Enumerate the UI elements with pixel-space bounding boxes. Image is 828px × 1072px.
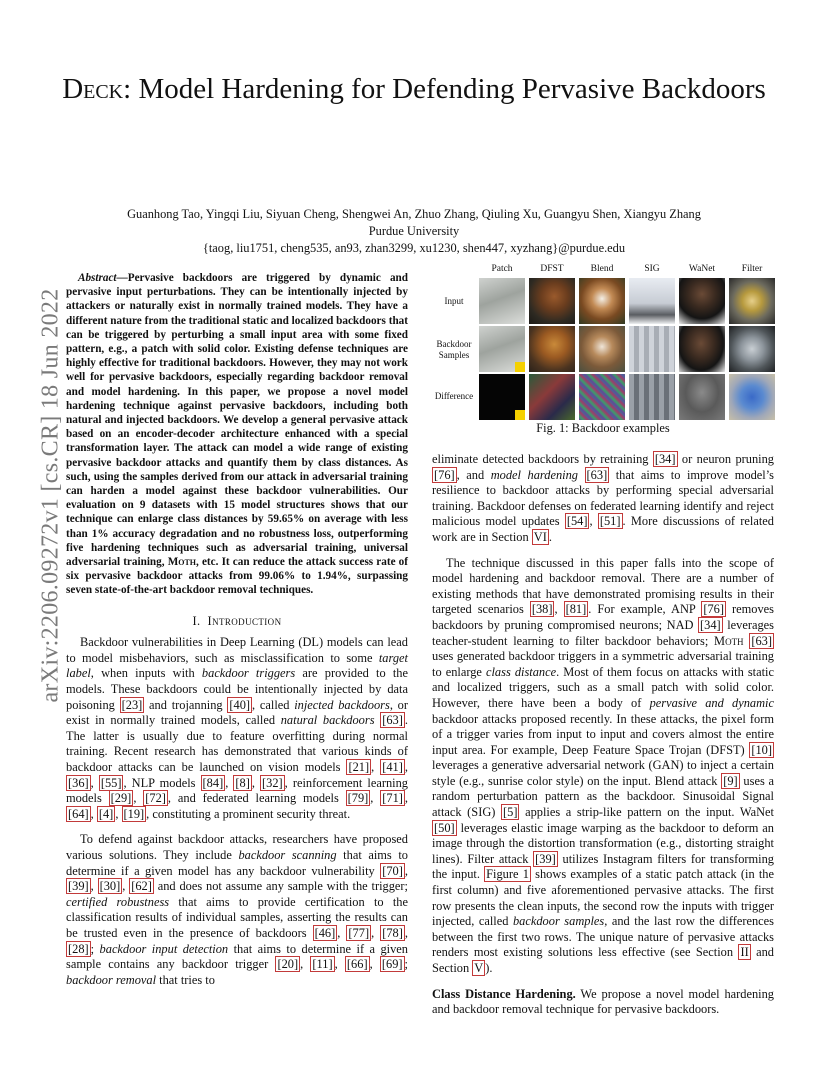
paper-title <box>60 70 768 108</box>
citation-link[interactable]: [64] <box>68 806 89 821</box>
patch-difference-trigger <box>515 410 525 420</box>
figure-caption: Fig. 1: Backdoor examples <box>536 421 670 435</box>
citation-link[interactable]: [51] <box>599 514 621 529</box>
citation-link[interactable]: [21] <box>348 760 370 775</box>
section-link[interactable]: V <box>474 961 484 975</box>
dfst-backdoor-thumbnail <box>529 326 575 372</box>
abstract-moth: Moth <box>167 556 197 569</box>
arxiv-identifier-stamp <box>37 287 65 703</box>
abstract-text-1: —Pervasive backdoors are triggered by dynamic and pervasive input perturbations. They can be intentionally injected by attackers or naturally exist in normally trained models. They have a different nature from the traditional static and localized backdoors that can be triggered by perturbing a small input area with some fixed pattern, e.g., a patch with solid color. Existing defense techniques are highly effective for traditional backdoors. However, they may not work well for pervasive backdoors, especially regarding backdoor removal and model hardening. In this paper, we propose a novel model hardening technique against pervasive backdoors, including both natural and injected backdoors. We develop a general pervasive attack based on an encoder-decoder architecture enhanced with a special transformation layer. The attack can model a wide range of existing pervasive backdoor attacks and quantify them by class distances. As such, using the samples derived from our attack in adversarial training can harden a model against these backdoor vulnerabilities. Our evaluation on 9 datasets with 15 model structures shows that our technique can enlarge class distances by 59.65% on average with less than 1% accuracy degradation and no robustness loss, outperforming five hardening techniques such as adversarial training, universal adversarial training, <box>66 272 408 569</box>
right-column <box>432 452 774 1028</box>
fig-column-header: DFST <box>540 264 564 274</box>
patch-difference-thumbnail <box>479 374 525 420</box>
abstract-label: Abstract <box>78 272 117 284</box>
citation-link[interactable]: [55] <box>100 775 122 790</box>
citation-link[interactable]: [40] <box>229 697 251 712</box>
sig-difference-thumbnail <box>629 374 675 420</box>
section-heading-introduction <box>66 614 408 630</box>
citation-link[interactable]: [8] <box>235 775 250 790</box>
intro-paragraph-1: Backdoor vulnerabilities in Deep Learning (DL) models can lead to model misbehaviors, such as misclassification to some target label, when inputs with backdoor triggers are provided to the models. These backdoors could be intentionally injected by data poisoning [23] and trojanning [40] , called injected backdoors, or exist in normally trained models, called natural backdoors [63] . The latter is usually due to feature overfitting during normal training. Recent research has demonstrated that various kinds of backdoor attacks can be launched on vision models [21] , [41] , [36] , [55] , NLP models [84] , [8] , [32] , reinforcement learning models [29] , [72] , and federated learning models [79] , [71] , [64] , [4] , [19] , constituting a prominent security threat. <box>66 635 409 821</box>
fig-row-label: Difference <box>434 391 474 401</box>
intro-paragraph-2: To defend against backdoor attacks, researchers have proposed various solutions. They include backdoor scanning that aims to determine if a given model has any backdoor vulnerability [70] , [39] , [30] , [62] and does not assume any sample with the trigger; certified robustness that aims to provide certification to the classification results of individual samples, asserting the results can be trusted even in the presence of backdoors [46] , [77] , [78] , [28] ; backdoor input detection that aims to determine if a given sample contains any backdoor trigger [20] , [11] , [66] , [69] ; backdoor removal that tries to <box>66 832 409 987</box>
citation-link[interactable]: [39] <box>68 879 89 894</box>
citation-link[interactable]: [76] <box>434 467 455 482</box>
citation-link[interactable]: [72] <box>145 791 166 806</box>
citation-link[interactable]: [5] <box>503 805 518 820</box>
fig-column-header: Blend <box>590 264 614 274</box>
citation-link[interactable]: [9] <box>723 773 738 788</box>
citation-link[interactable]: [34] <box>700 617 721 632</box>
affiliation: Purdue University <box>368 224 460 238</box>
abstract <box>66 271 408 598</box>
patch-trigger <box>515 362 525 372</box>
abstract-text-2: , etc. It can reduce the attack success rate of six pervasive backdoor attacks from 99.06% to 1.94%, surpassing seven state-of-the-art backdoor removal techniques. <box>66 556 408 597</box>
citation-link[interactable]: [63] <box>751 633 772 648</box>
fig-row-label: Backdoor Samples <box>436 339 472 360</box>
citation-link[interactable]: [81] <box>565 602 587 617</box>
figure-link[interactable]: Figure 1 <box>486 867 529 882</box>
author-block <box>40 206 788 257</box>
sig-backdoor-thumbnail <box>629 326 675 372</box>
arxiv-stamp-text: arXiv:2206.09272v1 [cs.CR] 18 Jun 2022 <box>37 287 64 703</box>
citation-link[interactable]: [71] <box>382 791 403 806</box>
title-rest: : Model Hardening for Defending Pervasive Backdoors <box>123 73 766 105</box>
citation-link[interactable]: [63] <box>586 467 608 482</box>
citation-link[interactable]: [39] <box>535 851 556 866</box>
citation-link[interactable]: [11] <box>312 957 333 972</box>
citation-link[interactable]: [50] <box>434 820 455 835</box>
citation-link[interactable]: [79] <box>347 791 369 806</box>
paragraph-text: We propose a novel model hardening and backdoor removal technique for pervasive backdoors. <box>432 986 774 1017</box>
right-paragraph-3 <box>432 987 774 1018</box>
filter-difference-thumbnail <box>729 374 775 420</box>
citation-link[interactable]: [36] <box>68 775 89 790</box>
citation-link[interactable]: [69] <box>381 957 403 972</box>
right-paragraph-2: The technique discussed in this paper falls into the scope of model hardening and backdoor removal. There are a number of existing methods that have demonstrated promising results in their targeted scenarios [38] , [81] . For example, ANP [76] removes backdoors by pruning compromised neurons; NAD [34] leverages teacher-student learning to filter backdoor behaviors; Moth [63] uses generated backdoor triggers in a symmetric adversarial training to enlarge class distance. Most of them focus on attacks with static and localized triggers, such as a small patch with solid color. However, there have been a body of pervasive and dynamic backdoor attacks proposed recently. In these attacks, the pixel form of a trigger varies from input to input and covers almost the entire input area. For example, Deep Feature Space Trojan (DFST) [10] leverages a generative adversarial network (GAN) to inject a certain style (e.g., sunrise color style) on the input. Blend attack [9] uses a random perturbation pattern as the backdoor. Sinusoidal Signal attack (SIG) [5] applies a strip-like pattern on the input. WaNet [50] leverages elastic image warping as the backdoor to deform an image through the distortion transformation (e.g., distorting straight lines). Filter attack [39] utilizes Instagram filters for transforming the input. Figure 1 shows examples of a static patch attack (in the first column) and five aforementioned pervasive attacks. The first row presents the clean inputs, the second row the inputs with trigger injected, called backdoor samples, and the last row the differences between the first two rows. The unique nature of pervasive attacks renders most existing solutions less effective (see Section II and Section V ). <box>432 555 774 975</box>
section-number: I. <box>192 613 201 628</box>
citation-link[interactable]: [41] <box>382 760 403 775</box>
citation-link[interactable]: [54] <box>566 514 588 529</box>
citation-link[interactable]: [76] <box>703 602 724 617</box>
citation-link[interactable]: [32] <box>262 775 283 790</box>
email-list: {taog, liu1751, cheng535, an93, zhan3299, xu1230, shen447, xyzhang}@purdue.edu <box>202 241 626 255</box>
right-paragraph-1: eliminate detected backdoors by retraining [34] or neuron pruning [76] , and model hardening [63] that aims to improve model’s resilience to backdoor attacks by performing special adversarial training. Backdoor defenses on federated learning identify and reject malicious model updates [54] , [51] . More discussions of related work are in Section VI . <box>432 452 774 544</box>
fig-column-header: Filter <box>741 264 763 274</box>
wanet-difference-thumbnail <box>679 374 725 420</box>
citation-link[interactable]: [29] <box>110 791 132 806</box>
citation-link[interactable]: [77] <box>348 925 370 940</box>
figure-1-backdoor-examples <box>430 264 776 440</box>
paragraph-heading: Class Distance Hardening. <box>432 986 576 1001</box>
fig-row-label: Input <box>444 296 464 306</box>
section-link[interactable]: VI <box>533 529 547 544</box>
author-list: Guanhong Tao, Yingqi Liu, Siyuan Cheng, Shengwei An, Zhuo Zhang, Qiuling Xu, Guangyu Shen, Xiangyu Zhang <box>127 207 701 221</box>
citation-link[interactable]: [30] <box>99 879 121 894</box>
citation-link[interactable]: [4] <box>98 806 114 821</box>
wanet-backdoor-thumbnail <box>679 326 725 372</box>
wanet-input-thumbnail <box>679 278 725 324</box>
citation-link[interactable]: [78] <box>382 925 403 940</box>
citation-link[interactable]: [23] <box>121 697 143 712</box>
patch-input-thumbnail <box>479 278 525 324</box>
citation-link[interactable]: [20] <box>277 957 299 972</box>
citation-link[interactable]: [38] <box>531 602 553 617</box>
citation-link[interactable]: [46] <box>314 925 336 940</box>
blend-difference-thumbnail <box>579 374 625 420</box>
citation-link[interactable]: [10] <box>751 742 772 757</box>
blend-backdoor-thumbnail <box>579 326 625 372</box>
fig-column-header: WaNet <box>688 264 716 274</box>
section-title: Introduction <box>207 613 282 628</box>
blend-input-thumbnail <box>579 278 625 324</box>
filter-input-thumbnail <box>729 278 775 324</box>
dfst-input-thumbnail <box>529 278 575 324</box>
citation-link[interactable]: [66] <box>346 957 368 972</box>
section-link[interactable]: II <box>740 945 749 960</box>
patch-backdoor-thumbnail <box>479 326 525 372</box>
sig-input-thumbnail <box>629 278 675 324</box>
left-column <box>66 271 408 998</box>
fig-column-header: Patch <box>491 264 513 274</box>
title-deck: Deck <box>62 73 124 105</box>
filter-backdoor-thumbnail <box>729 326 775 372</box>
fig-column-header: SIG <box>644 264 660 274</box>
citation-link[interactable]: [63] <box>382 713 403 728</box>
citation-link[interactable]: [84] <box>202 775 224 790</box>
citation-link[interactable]: [70] <box>382 863 403 878</box>
dfst-difference-thumbnail <box>529 374 575 420</box>
citation-link[interactable]: [28] <box>68 941 89 956</box>
citation-link[interactable]: [34] <box>654 452 676 466</box>
citation-link[interactable]: [19] <box>123 806 145 821</box>
citation-link[interactable]: [62] <box>131 879 152 894</box>
